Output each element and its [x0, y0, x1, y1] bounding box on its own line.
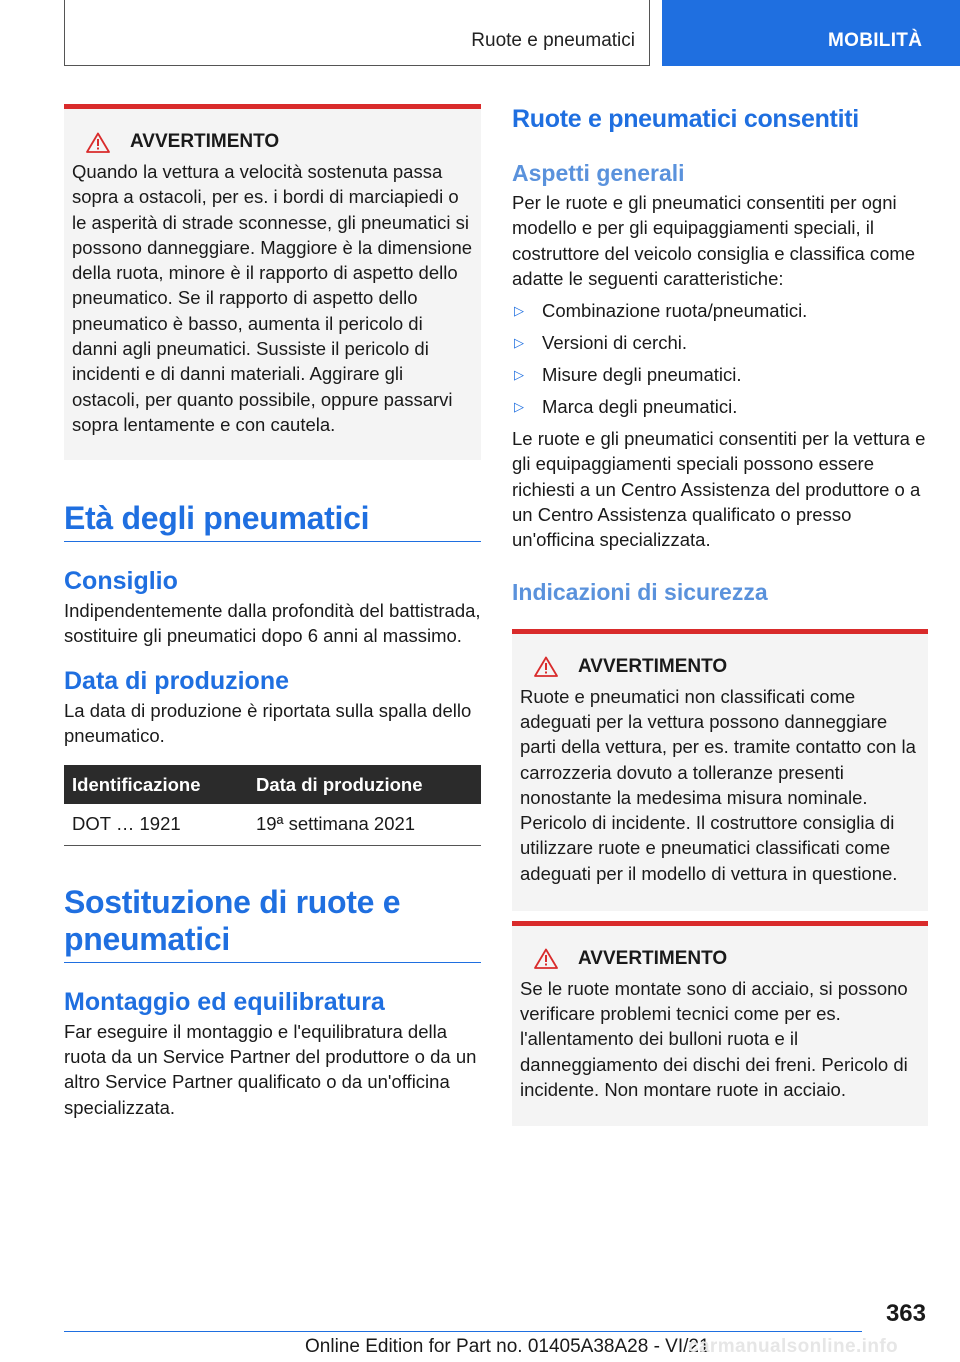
warning-triangle-icon [534, 948, 558, 969]
warning-title-text: AVVERTIMENTO [130, 131, 280, 152]
warning-text: Ruote e pneumatici non classificati come adeguati per la vettura possono danneggiare parti della vettura, per es. tramite contatto con la carrozzeria dovuto a tolleranze presenti nonostante la medesima misura nominale. Pericolo di incidente. Il costruttore consiglia di utilizzare ruote e pneumatici classificati come adeguati per il modello di vettura in questione. [520, 685, 916, 884]
heading-allowed-wheels: Ruote e pneumatici consentiti [512, 105, 859, 133]
warning-title [72, 131, 473, 153]
general-text: Per le ruote e gli pneumatici consentiti per ogni modello e per gli equipaggiamenti speciali, il costruttore del veicolo consiglia e classifica come adatte le seguenti caratteristiche: [512, 192, 916, 289]
chapter-tab[interactable] [662, 0, 960, 66]
warning-title-text: AVVERTIMENTO [578, 655, 728, 677]
header-section-box [64, 0, 650, 66]
warning-triangle-icon [534, 656, 558, 677]
mounting-text: Far eseguire il montaggio e l'equilibratura della ruota da un Service Partner del produttore o da un altro Service Partner qualificato o da un'officina specializzata. [64, 1020, 477, 1118]
heading-tire-age: Età degli pneumatici [64, 500, 481, 542]
triangle-bullet-icon: ▷ [514, 367, 524, 383]
table-header-row [64, 765, 481, 804]
footer-divider [64, 1331, 862, 1332]
list-item: ▷ Marca degli pneumatici. [514, 396, 738, 418]
heading-advice: Consiglio [64, 567, 178, 595]
table-row [64, 804, 481, 845]
chapter-tab-label: MOBILITÀ [828, 30, 923, 51]
triangle-bullet-icon: ▷ [514, 335, 524, 351]
warning-title [520, 948, 920, 970]
heading-production-date: Data di produzione [64, 666, 289, 695]
triangle-bullet-icon: ▷ [514, 399, 524, 415]
table-cell-production-date: 19ª settimana 2021 [248, 804, 481, 845]
list-item: ▷ Versioni di cerchi. [514, 332, 687, 354]
table-header-identification: Identificazione [64, 765, 248, 804]
right-column [512, 104, 928, 1126]
footer-watermark: carmanualsonline.info [688, 1336, 899, 1357]
warning-text: Se le ruote montate sono di acciaio, si possono verificare problemi tecnici come per es. l'allentamento dei bulloni ruota e il danneggiamento dei dischi dei freni. Pericolo di incidente. Non montare ruote in acciaio. [520, 977, 908, 1100]
production-text: La data di produzione è riportata sulla spalla dello pneumatico. [64, 699, 472, 746]
footer-edition: Online Edition for Part no. 01405A38A28 - VI/21 [305, 1336, 710, 1357]
advice-text: Indipendentemente dalla profondità del battistrada, sostituire gli pneumatici dopo 6 anni al massimo. [64, 600, 481, 647]
warning-title-text: AVVERTIMENTO [578, 947, 728, 969]
heading-mounting: Montaggio ed equilibratura [64, 987, 385, 1016]
general-text-2: Le ruote e gli pneumatici consentiti per la vettura e gli equipaggiamenti speciali possono essere richiesti a un Centro Assistenza del produttore o a un Centro Assistenza qualificato o presso un'officina specializzata. [512, 428, 926, 551]
warning-triangle-icon [86, 132, 110, 153]
warning-box-tire-damage [64, 104, 481, 460]
characteristics-list [512, 298, 928, 419]
left-column [64, 104, 481, 1120]
heading-general: Aspetti generali [512, 160, 685, 186]
warning-box-unsuitable-wheels [512, 629, 928, 911]
list-item: ▷ Misure degli pneumatici. [514, 364, 742, 386]
production-date-table [64, 765, 481, 846]
list-item: ▷ Combinazione ruota/pneumatici. [514, 300, 808, 322]
table-cell-identification: DOT … 1921 [64, 804, 248, 845]
page-number: 363 [885, 1300, 926, 1327]
section-title: Ruote e pneumatici [471, 30, 635, 51]
heading-replacement: Sostituzione di ruote e pneumatici [64, 884, 481, 963]
warning-box-steel-wheels [512, 921, 928, 1126]
heading-safety: Indicazioni di sicurezza [512, 578, 768, 605]
warning-title [520, 656, 920, 678]
table-header-production-date: Data di produzione [248, 765, 481, 804]
warning-text: Quando la vettura a velocità sostenuta passa sopra a ostacoli, per es. i bordi di marciapiedi o le asperità di strade sconnesse, gli pneumatici si possono danneggiare. Maggiore è la dimensione della ruota, minore è il rapporto di aspetto dello pneumatico. Se il rapporto di aspetto dello pneumatico è basso, aumenta il pericolo di danni agli pneumatici. Sussiste il pericolo di incidenti e di danni materiali. Aggirare gli ostacoli, per quanto possibile, oppure passarvi sopra lentamente e con cautela. [72, 161, 473, 435]
triangle-bullet-icon: ▷ [514, 303, 524, 319]
